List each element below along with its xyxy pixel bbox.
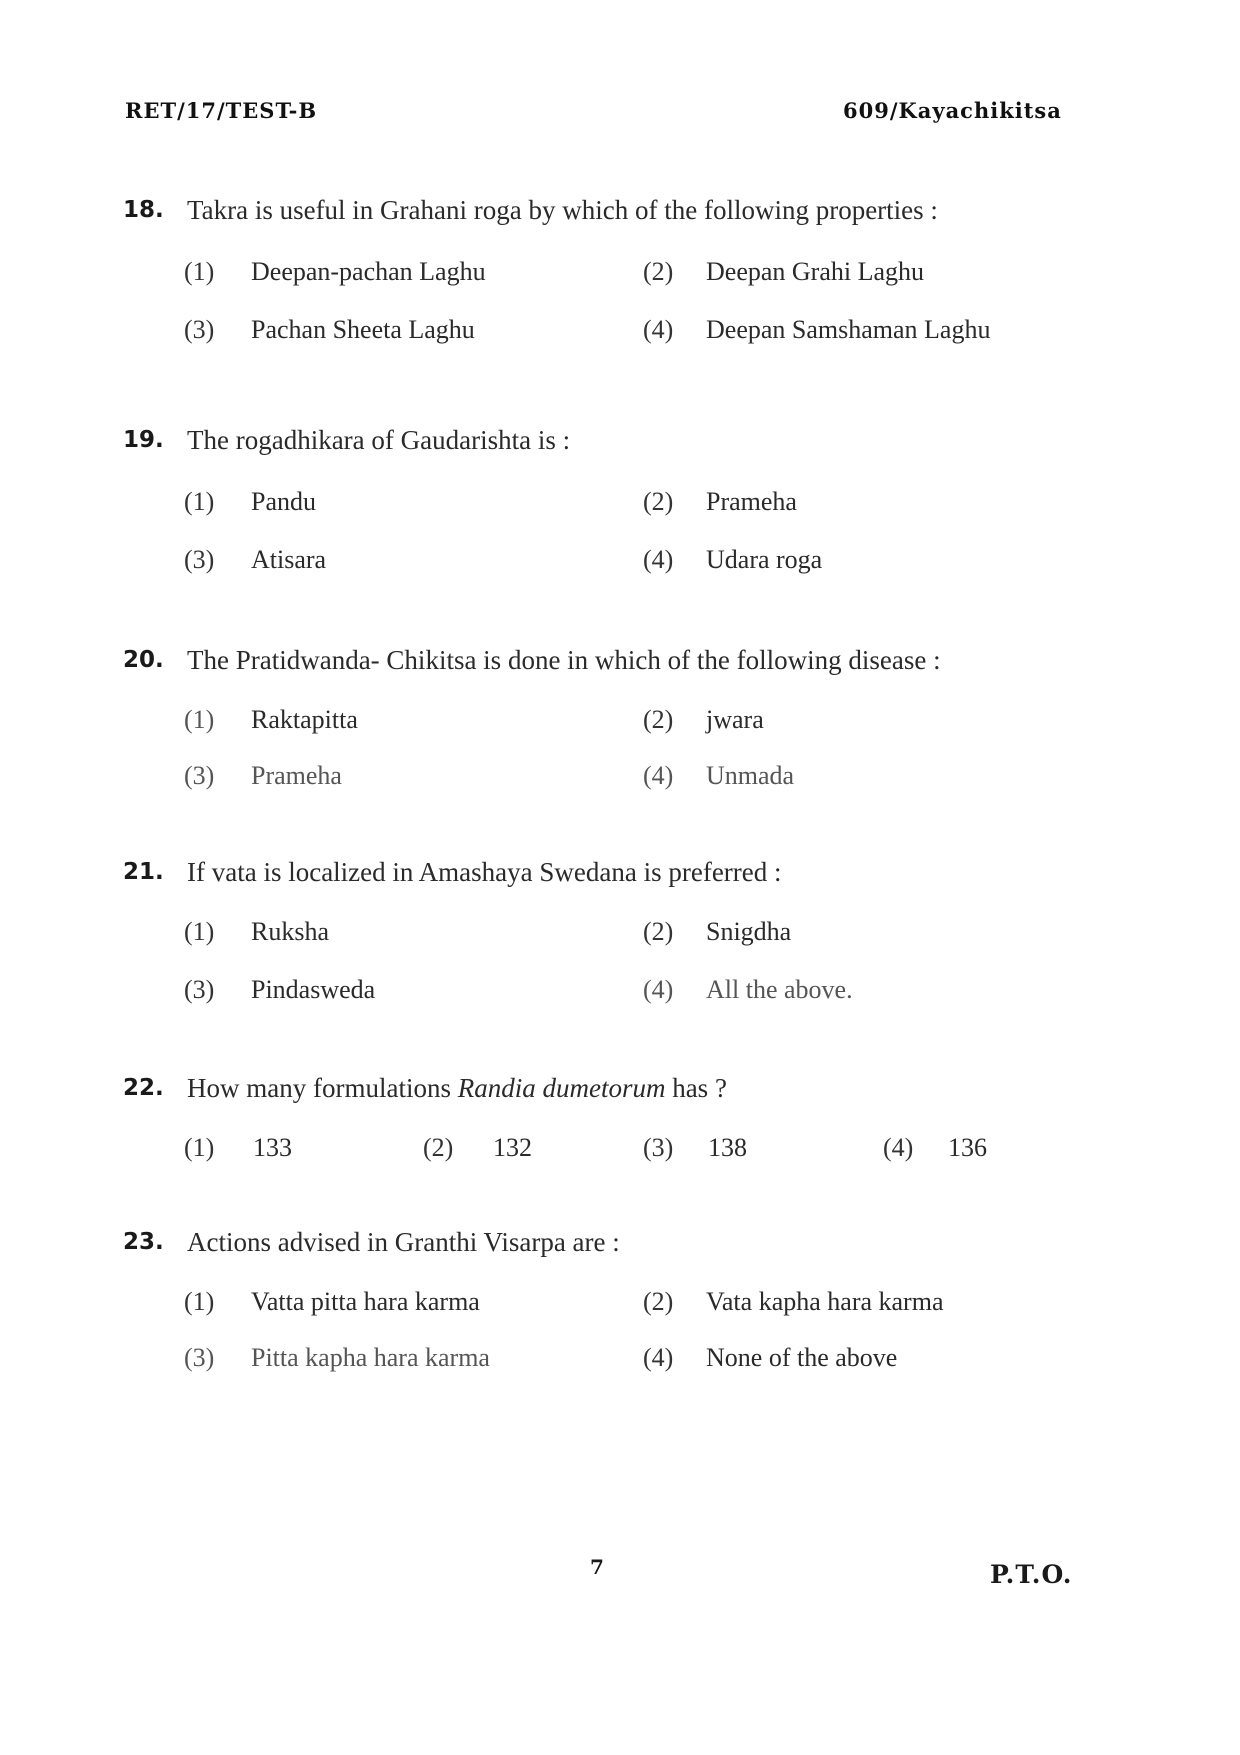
question-number: 21. (123, 859, 164, 885)
option-number: (1) (184, 1133, 215, 1162)
option-number: (1) (184, 917, 215, 946)
option-text: Deepan Samshaman Laghu (706, 315, 991, 344)
question-text: The Pratidwanda- Chikitsa is done in which of the following disease : (187, 645, 941, 675)
option-text: Raktapitta (251, 705, 358, 734)
question-number: 23. (123, 1229, 164, 1255)
option-number: (2) (643, 705, 674, 734)
option-text: Unmada (706, 761, 795, 790)
header-subject: 609/Kayachikitsa (843, 98, 1062, 123)
option-number: (3) (184, 761, 215, 790)
option-number: (3) (184, 975, 215, 1004)
please-turn-over: P.T.O. (990, 1560, 1073, 1589)
question-18 (123, 190, 1123, 344)
option-text: Vata kapha hara karma (706, 1287, 944, 1316)
option-number: (4) (643, 315, 674, 344)
option-number: (1) (184, 487, 215, 516)
species-name: Randia dumetorum (457, 1073, 666, 1103)
option-number: (4) (643, 975, 674, 1004)
option-number: (2) (643, 1287, 674, 1316)
option-text: Pandu (251, 487, 316, 516)
page-number: 7 (590, 1555, 604, 1579)
option-text: Prameha (706, 487, 797, 516)
option-text: Vatta pitta hara karma (251, 1287, 480, 1316)
option-text: 136 (948, 1133, 987, 1162)
question-20 (123, 640, 1123, 790)
question-23 (123, 1222, 1123, 1372)
question-number: 19. (123, 427, 164, 453)
question-22 (123, 1068, 1123, 1162)
option-text: Pachan Sheeta Laghu (251, 315, 475, 344)
option-number: (2) (643, 487, 674, 516)
option-number: (3) (643, 1133, 674, 1162)
option-number: (3) (184, 545, 215, 574)
question-text: Takra is useful in Grahani roga by which of the following properties : (187, 195, 938, 225)
question-number: 22. (123, 1075, 164, 1101)
question-text: How many formulations Randia dumetorum has ? (187, 1073, 727, 1103)
question-number: 20. (123, 647, 164, 673)
option-text: Pindasweda (251, 975, 376, 1004)
option-text: Atisara (251, 545, 327, 574)
option-text: None of the above (706, 1343, 898, 1372)
option-text: Udara roga (706, 545, 823, 574)
option-number: (3) (184, 1343, 215, 1372)
option-text: All the above. (706, 975, 853, 1004)
question-text: If vata is localized in Amashaya Swedana is preferred : (187, 857, 782, 887)
option-number: (2) (423, 1133, 454, 1162)
option-text: 133 (253, 1133, 292, 1162)
option-number: (2) (643, 257, 674, 286)
option-text: Deepan-pachan Laghu (251, 257, 486, 286)
option-number: (4) (643, 545, 674, 574)
question-text: The rogadhikara of Gaudarishta is : (187, 425, 571, 455)
option-number: (2) (643, 917, 674, 946)
option-number: (4) (643, 1343, 674, 1372)
option-text: jwara (706, 705, 764, 734)
option-text: Deepan Grahi Laghu (706, 257, 925, 286)
option-text: 132 (493, 1133, 532, 1162)
question-number: 18. (123, 197, 164, 223)
question-19 (123, 420, 1123, 574)
option-number: (3) (184, 315, 215, 344)
option-number: (1) (184, 257, 215, 286)
option-number: (4) (883, 1133, 914, 1162)
option-number: (4) (643, 761, 674, 790)
option-number: (1) (184, 1287, 215, 1316)
option-text: Pitta kapha hara karma (251, 1343, 490, 1372)
option-text: Prameha (251, 761, 342, 790)
option-text: Snigdha (706, 917, 792, 946)
option-text: 138 (708, 1133, 747, 1162)
question-text: Actions advised in Granthi Visarpa are : (187, 1227, 620, 1257)
option-text: Ruksha (251, 917, 329, 946)
question-21 (123, 852, 1123, 1004)
option-number: (1) (184, 705, 215, 734)
header-paper-code: RET/17/TEST-B (125, 98, 318, 123)
